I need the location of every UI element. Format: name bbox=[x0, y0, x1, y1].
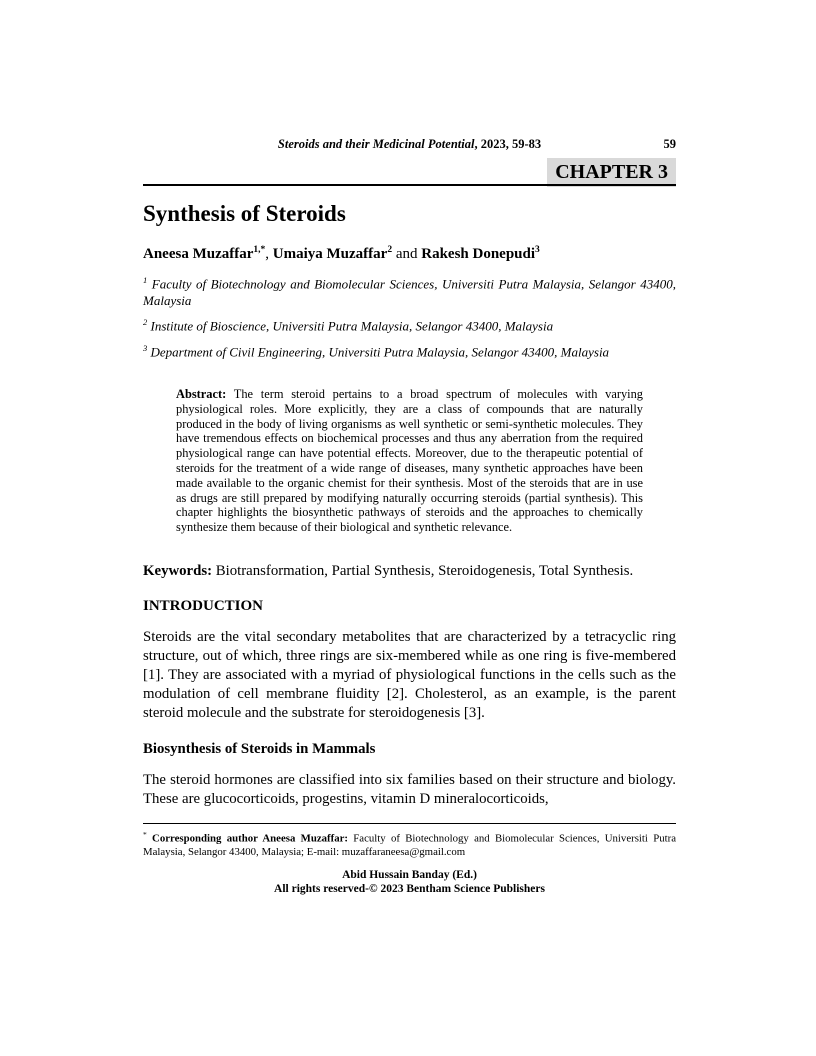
introduction-paragraph: Steroids are the vital secondary metabolites that are characterized by a tetracyclic ring structure, out of which, three rings are six-membered while as one ring is five-membered [1]. They are associated with a myriad of physiological functions in the cells such as the modulation of cell membrane fluidity [2]. Cholesterol, as an example, is the parent steroid molecule and the substrate for steroidogenesis [3]. bbox=[143, 628, 676, 721]
keywords bbox=[143, 562, 676, 581]
keywords-text: Biotransformation, Partial Synthesis, Steroidogenesis, Total Synthesis. bbox=[212, 562, 634, 579]
affiliation-3-marker: 3 bbox=[143, 342, 148, 353]
header-rule bbox=[143, 184, 676, 186]
editor-line: Abid Hussain Banday (Ed.) bbox=[342, 869, 477, 882]
authors-separator: , bbox=[265, 246, 273, 262]
running-header bbox=[143, 137, 676, 152]
authors-line bbox=[143, 241, 676, 264]
abstract bbox=[176, 387, 643, 535]
running-header-center bbox=[278, 137, 541, 151]
affiliation-1 bbox=[143, 272, 676, 309]
author-3-superscript: 3 bbox=[535, 245, 540, 255]
running-header-book-title: Steroids and their Medicinal Potential bbox=[277, 137, 475, 151]
publisher-credits bbox=[143, 869, 676, 896]
author-2-superscript: 2 bbox=[387, 245, 393, 255]
author-1-name: Aneesa Muzaffar bbox=[143, 246, 254, 262]
affiliation-2-marker: 2 bbox=[143, 317, 148, 328]
biosynthesis-paragraph: The steroid hormones are classified into six families based on their structure and biology. These are glucocorticoids, progestins, vitamin D mineralocorticoids, bbox=[143, 771, 676, 807]
author-3-name: Rakesh Donepudi bbox=[421, 246, 536, 262]
affiliation-2 bbox=[143, 314, 676, 334]
footnote-asterisk: * bbox=[143, 829, 147, 839]
corresponding-author-footnote bbox=[143, 823, 676, 860]
affiliation-2-text: Institute of Bioscience, Universiti Putra Malaysia, Selangor 43400, Malaysia bbox=[147, 318, 554, 334]
affiliation-1-text: Faculty of Biotechnology and Biomolecular Sciences, Universiti Putra Malaysia, Selangor 43400, Malaysia bbox=[143, 276, 676, 309]
affiliation-1-marker: 1 bbox=[143, 275, 148, 285]
affiliations bbox=[143, 272, 676, 360]
affiliation-3-text: Department of Civil Engineering, Universiti Putra Malaysia, Selangor 43400, Malaysia bbox=[147, 343, 610, 359]
footnote-text: Faculty of Biotechnology and Biomolecular Sciences, Universiti Putra Malaysia, Selangor 43400, Malaysia; E-mail: muzaffaraneesa@gmail.com bbox=[143, 832, 676, 859]
page-number: 59 bbox=[663, 137, 676, 151]
abstract-text: The term steroid pertains to a broad spectrum of molecules with varying physiological roles. More explicitly, they are a class of compounds that are naturally produced in the body of living organisms as well synthetic or semi-synthetic molecules. They have tremendous effects on biochemical processes and thus any aberration from the required physiological range can have potential effects. Moreover, due to the therapeutic potential of steroids for the treatment of a wide range of diseases, many synthetic approaches have been made available to the organic chemist for their synthesis. Most of the steroids that are in use as drugs are still prepared by modifying naturally occurring steroids (partial synthesis). This chapter highlights the biosynthetic pathways of steroids and the approaches to chemically synthesize them because of their biological and synthetic relevance. bbox=[176, 386, 643, 535]
section-heading-biosynthesis: Biosynthesis of Steroids in Mammals bbox=[143, 740, 376, 757]
abstract-label: Abstract: bbox=[176, 386, 227, 401]
running-header-citation: , 2023, 59-83 bbox=[474, 137, 542, 151]
keywords-label: Keywords: bbox=[143, 562, 213, 579]
rights-line: All rights reserved-© 2023 Bentham Science Publishers bbox=[274, 882, 545, 895]
authors-conjunction: and bbox=[392, 246, 422, 262]
chapter-badge-row bbox=[143, 158, 676, 187]
chapter-title: Synthesis of Steroids bbox=[143, 201, 346, 226]
affiliation-3 bbox=[143, 340, 676, 360]
section-heading-introduction: INTRODUCTION bbox=[143, 597, 264, 614]
author-2-name: Umaiya Muzaffar bbox=[272, 246, 388, 262]
chapter-badge: CHAPTER 3 bbox=[547, 158, 676, 187]
footnote-bold-text: Corresponding author Aneesa Muzaffar: bbox=[146, 832, 349, 845]
author-1-superscript: 1,* bbox=[253, 245, 266, 255]
page-content bbox=[143, 0, 676, 896]
